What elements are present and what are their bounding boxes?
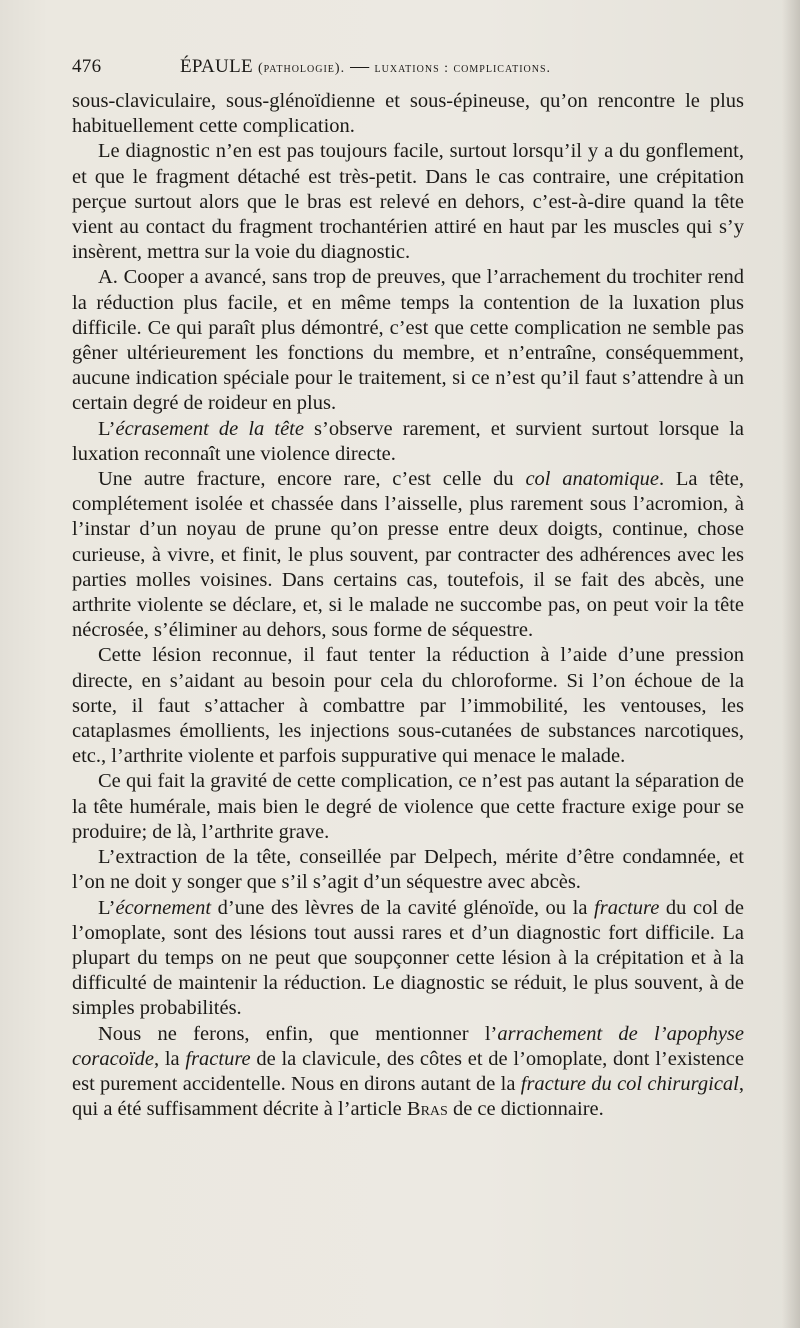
paragraph [72,845,744,895]
italic-text: fracture [185,1047,251,1070]
text-run: L’ [98,417,116,440]
paragraph [72,265,744,416]
running-head-title [180,56,551,78]
paragraph [72,769,744,845]
text-run: A. Cooper a avancé, sans trop de preuves, que l’arrachement du trochiter rend la réduction plus facile, et en même temps la contention de la luxation plus difficile. Ce qui paraît plus démontré, c’est que cette complication ne semble pas gêner ultérieurement les fonctions du membre, et n’entraîne, conséquemment, aucune indication spéciale pour le traitement, si ce n’est qu’il faut s’attendre à un certain degré de roideur en plus. [72,266,744,415]
page-edge-shadow [782,0,800,1328]
text-run: du col de l’omoplate, sont des lésions tout aussi rares et d’un diagnostic fort difficile. La plupart du temps on ne peut que soupçonner cette lésion à la crépitation et à la difficulté de maintenir la réduction. Le diagnostic se réduit, le plus souvent, à de simples probabilités. [72,896,744,1020]
text-run: Une autre fracture, encore rare, c’est celle du [98,468,526,491]
text-run: . La tête, complétement isolée et chassée dans l’aisselle, plus rarement sous l’acromion, à l’instar d’un noyau de prune qu’on presse entre deux doigts, continue, chose curieuse, à vivre, et finit, le plus souvent, par contracter des adhérences avec les parties molles voisines. Dans certains cas, toutefois, il se fait des abcès, une arthrite violente se déclare, et, si le malade ne succombe pas, on peut voir la tête nécrosée, s’éliminer au dehors, sous forme de séquestre. [72,468,744,642]
paragraph [72,417,744,467]
paragraph [72,139,744,265]
running-head-paren: (pathologie). [257,61,346,76]
text-run: Cette lésion reconnue, il faut tenter la réduction à l’aide d’une pression directe, en s’aidant au besoin pour cela du chloroforme. Si l’on échoue de la sorte, il faut s’attacher à combattre par l’immobilité, les ventouses, les cataplasmes émollients, les injections sous-cutanées de substances narcotiques, etc., l’arthrite violente et parfois suppurative qui menace le malade. [72,644,744,768]
text-run: L’ [98,896,116,919]
running-head-section: luxations : complications. [374,61,552,76]
text-run: Le diagnostic n’en est pas toujours facile, surtout lorsqu’il y a du gonflement, et que le fragment détaché est très-petit. Dans le cas contraire, une crépitation perçue surtout alors que le bras est relevé en dehors, c’est-à-dire quand la tête vient au contact du fragment trochantérien attiré en haut par les muscles qui s’y insèrent, mettra sur la voie du diagnostic. [72,140,744,264]
running-header [72,56,752,86]
text-run: s’observe rarement, et survient surtout lorsque la luxation reconnaît une violence directe. [72,417,745,465]
text-run: , la [153,1047,186,1070]
italic-text: fracture [594,896,660,919]
running-head-main: ÉPAULE [180,56,253,77]
italic-text: écornement [115,896,212,919]
text-run: Ce qui fait la gravité de cette complication, ce n’est pas autant la séparation de la tête humérale, mais bien le degré de violence que cette fracture exige pour se produire; de là, l’arthrite grave. [72,770,744,843]
text-run: de la clavicule, des côtes et de l’omoplate, dont l’existence est purement accidentelle. Nous en dirons autant de la [72,1047,744,1095]
italic-text: arrachement de l’apophyse coracoïde [72,1022,744,1070]
paragraph [72,643,744,769]
paragraph [72,896,744,1022]
body-text [72,89,744,1122]
text-run: Nous ne ferons, enfin, que mentionner l’ [98,1022,498,1045]
text-run: de ce dictionnaire. [447,1098,604,1121]
paragraph [72,1022,744,1123]
running-head-dash: — [350,56,370,77]
page-number: 476 [72,56,102,77]
paragraph [72,89,744,139]
italic-text: fracture du col chirurgical [520,1072,739,1095]
text-run: , qui a été suffisamment décrite à l’article [72,1072,744,1121]
smallcaps-text: Bras [406,1098,448,1121]
text-run: d’une des lèvres de la cavité glénoïde, ou la [211,896,595,919]
text-run: sous-claviculaire, sous-glénoïdienne et sous-épineuse, qu’on rencontre le plus habituellement cette complication. [72,90,744,138]
text-run: L’extraction de la tête, conseillée par Delpech, mérite d’être condamnée, et l’on ne doit y songer que s’il s’agit d’un séquestre avec abcès. [72,846,744,894]
paragraph [72,467,744,643]
italic-text: col anatomique [525,468,660,491]
italic-text: écrasement de la tête [115,417,304,440]
